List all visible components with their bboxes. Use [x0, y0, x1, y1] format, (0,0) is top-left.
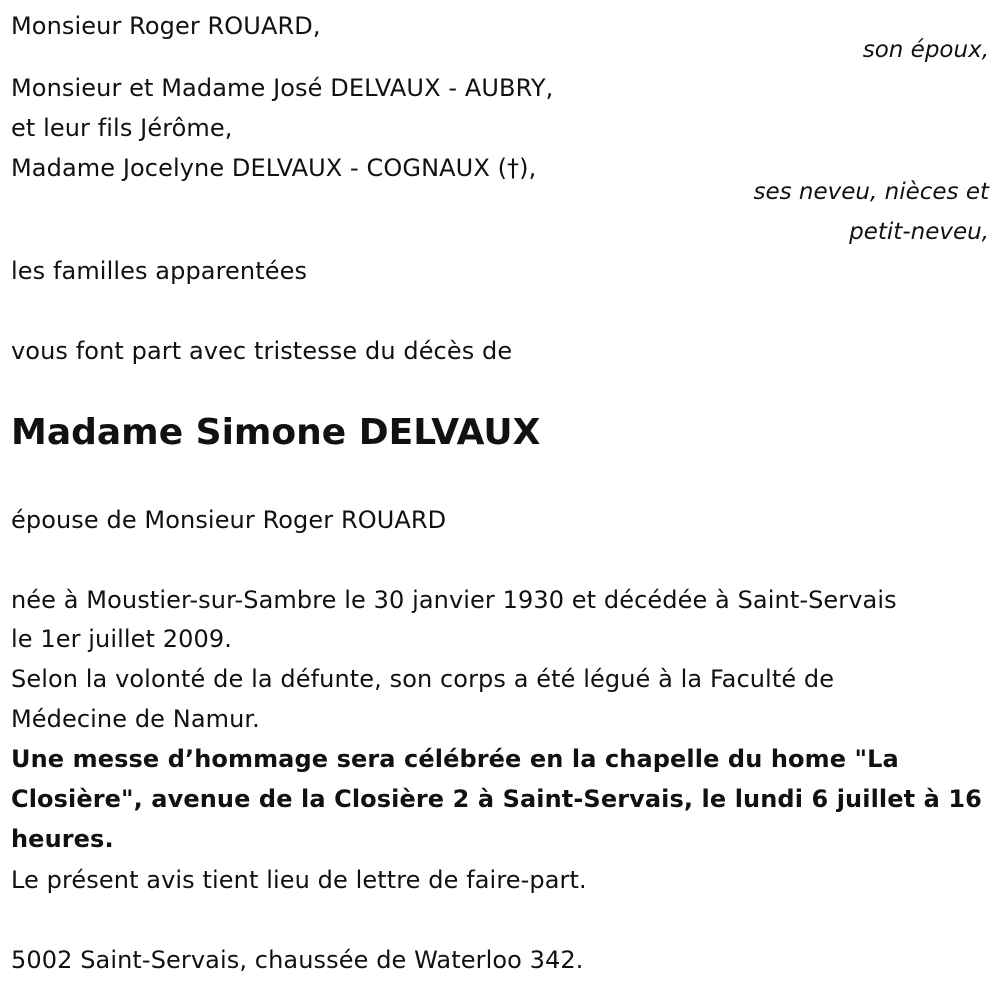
spouse-name: Monsieur Roger ROUARD,	[11, 12, 321, 40]
relatives-role-line-1: ses neveu, nièces et	[753, 179, 989, 205]
address: 5002 Saint-Servais, chaussée de Waterloo 342.	[11, 946, 584, 974]
extended-family: les familles apparentées	[11, 257, 308, 285]
ceremony-line-3: heures.	[11, 825, 114, 853]
relative-line-2: et leur fils Jérôme,	[11, 114, 233, 142]
relative-line-1: Monsieur et Madame José DELVAUX - AUBRY,	[11, 74, 554, 102]
ceremony-line-2: Closière", avenue de la Closière 2 à Saint-Servais, le lundi 6 juillet à 16	[11, 785, 982, 813]
birth-death-line-2: le 1er juillet 2009.	[11, 625, 232, 653]
relatives-role-line-2: petit-neveu,	[849, 219, 989, 245]
spouse-role: son époux,	[862, 37, 989, 63]
relative-line-3: Madame Jocelyne DELVAUX - COGNAUX (†),	[11, 154, 537, 182]
ceremony-line-1: Une messe d’hommage sera célébrée en la chapelle du home "La	[11, 745, 899, 773]
spouse-of-text: épouse de Monsieur Roger ROUARD	[11, 506, 447, 534]
deceased-name: Madame Simone DELVAUX	[11, 412, 541, 453]
body-donation-line-2: Médecine de Namur.	[11, 705, 260, 733]
birth-death-line-1: née à Moustier-sur-Sambre le 30 janvier 1930 et décédée à Saint-Servais	[11, 586, 897, 614]
notice-text: Le présent avis tient lieu de lettre de faire-part.	[11, 866, 587, 894]
announcement-text: vous font part avec tristesse du décès de	[11, 337, 513, 365]
body-donation-line-1: Selon la volonté de la défunte, son corps a été légué à la Faculté de	[11, 665, 835, 693]
